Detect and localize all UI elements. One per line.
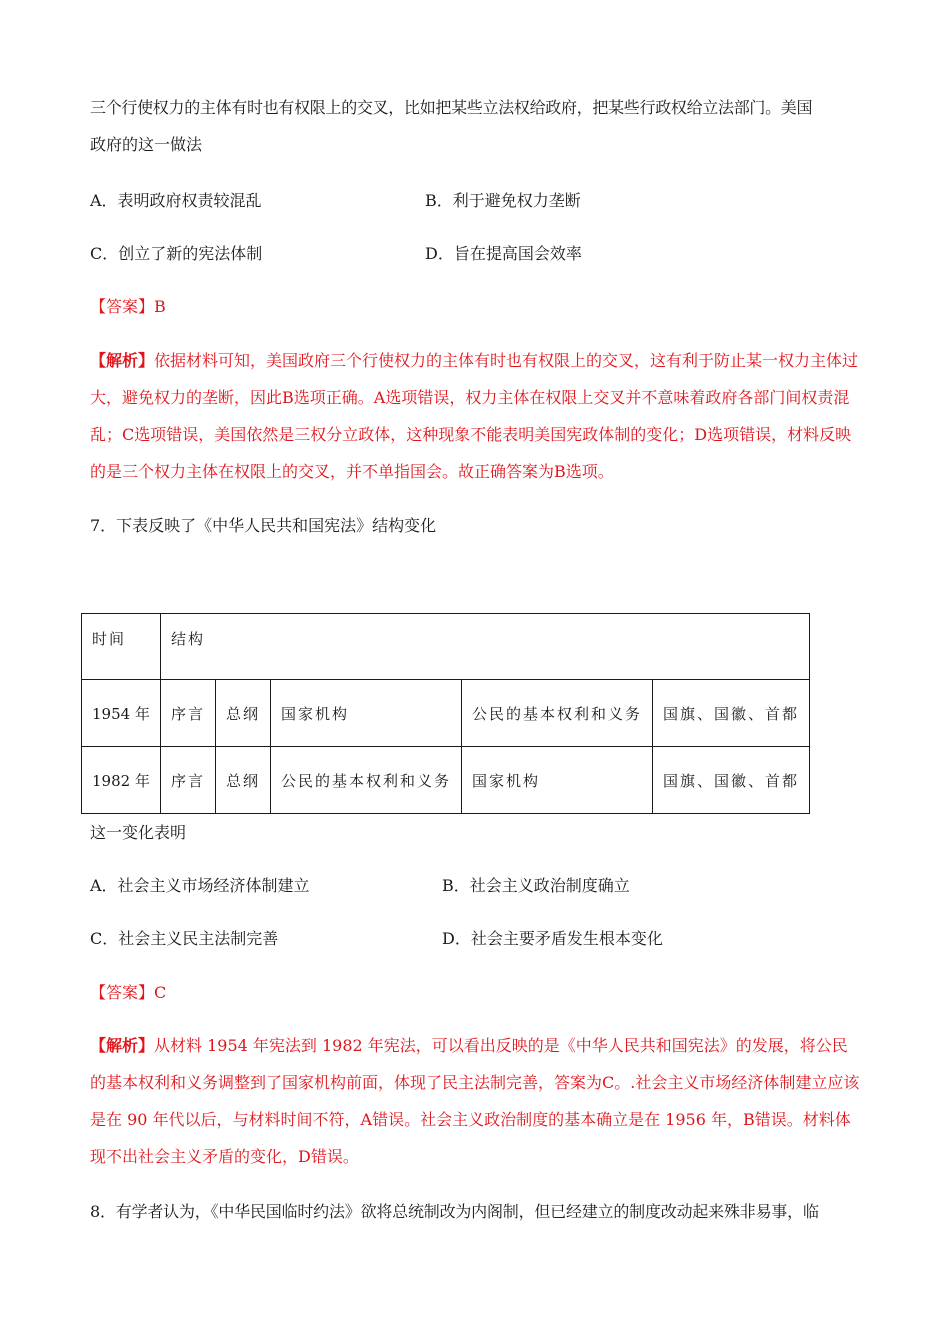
q6-option-a: A．表明政府权责较混乱 xyxy=(90,191,262,210)
q6-analysis-label: 【解析】 xyxy=(90,351,155,370)
row-cell: 序言 xyxy=(160,680,215,747)
q7-stem: 7．下表反映了《中华人民共和国宪法》结构变化 xyxy=(90,516,437,535)
row-cell: 总纲 xyxy=(215,747,270,814)
row-cell: 国家机构 xyxy=(270,680,461,747)
q6-stem xyxy=(90,89,862,163)
row-year: 1982 年 xyxy=(82,747,161,814)
q7-answer-value: C xyxy=(154,983,167,1002)
row-cell: 国旗、国徽、首都 xyxy=(653,680,810,747)
q6-stem-line1: 三个行使权力的主体有时也有权限上的交叉，比如把某些立法权给政府，把某些行政权给立法部门。美国 xyxy=(90,98,813,117)
row-cell: 公民的基本权利和义务 xyxy=(462,680,653,747)
row-cell: 国家机构 xyxy=(462,747,653,814)
row-cell: 国旗、国徽、首都 xyxy=(653,747,810,814)
q7-option-a: A．社会主义市场经济体制建立 xyxy=(90,876,310,895)
q6-option-b: B．利于避免权力垄断 xyxy=(425,191,581,210)
q7-option-d: D．社会主要矛盾发生根本变化 xyxy=(442,929,663,948)
header-time: 时间 xyxy=(82,614,161,680)
constitution-structure-table xyxy=(81,613,810,814)
table-row xyxy=(82,747,810,814)
q6-analysis-text: 依据材料可知，美国政府三个行使权力的主体有时也有权限上的交叉，这有利于防止某一权力主体过大，避免权力的垄断，因此B选项正确。A选项错误，权力主体在权限上交叉并不意味着政府各部门间权责混乱；C选项错误，美国依然是三权分立政体，这种现象不能表明美国宪政体制的变化；D选项错误，材料反映的是三个权力主体在权限上的交叉，并不单指国会。故正确答案为B选项。 xyxy=(90,351,859,481)
q7-followup: 这一变化表明 xyxy=(90,823,187,842)
q7-answer-label: 【答案】 xyxy=(90,983,155,1002)
q6-stem-line2: 政府的这一做法 xyxy=(90,135,203,154)
q6-option-c: C．创立了新的宪法体制 xyxy=(90,244,263,263)
q6-option-d: D．旨在提高国会效率 xyxy=(425,244,582,263)
q7-analysis xyxy=(90,1027,862,1175)
table-header-row xyxy=(82,614,810,680)
q6-analysis xyxy=(90,342,862,490)
q7-analysis-text: 从材料 1954 年宪法到 1982 年宪法，可以看出反映的是《中华人民共和国宪法》的发展，将公民的基本权利和义务调整到了国家机构前面，体现了民主法制完善，答案为C。.社会主义市场经济体制建立应该是在 90 年代以后，与材料时间不符，A错误。社会主义政治制度的基本确立是在 1956 年，B错误。材料体现不出社会主义矛盾的变化，D错误。 xyxy=(90,1036,860,1166)
q7-option-c: C．社会主义民主法制完善 xyxy=(90,929,279,948)
row-cell: 公民的基本权利和义务 xyxy=(270,747,461,814)
q7-answer xyxy=(90,982,166,1004)
q6-answer-value: B xyxy=(154,297,166,316)
q8-stem: 8．有学者认为，《中华民国临时约法》欲将总统制改为内阁制，但已经建立的制度改动起来殊非易事，临 xyxy=(90,1202,819,1221)
q6-answer-label: 【答案】 xyxy=(90,297,155,316)
table-row xyxy=(82,680,810,747)
q6-answer xyxy=(90,296,166,318)
row-cell: 序言 xyxy=(160,747,215,814)
row-year: 1954 年 xyxy=(82,680,161,747)
row-cell: 总纲 xyxy=(215,680,270,747)
header-structure: 结构 xyxy=(160,614,809,680)
q7-option-b: B．社会主义政治制度确立 xyxy=(442,876,630,895)
q7-analysis-label: 【解析】 xyxy=(90,1036,155,1055)
